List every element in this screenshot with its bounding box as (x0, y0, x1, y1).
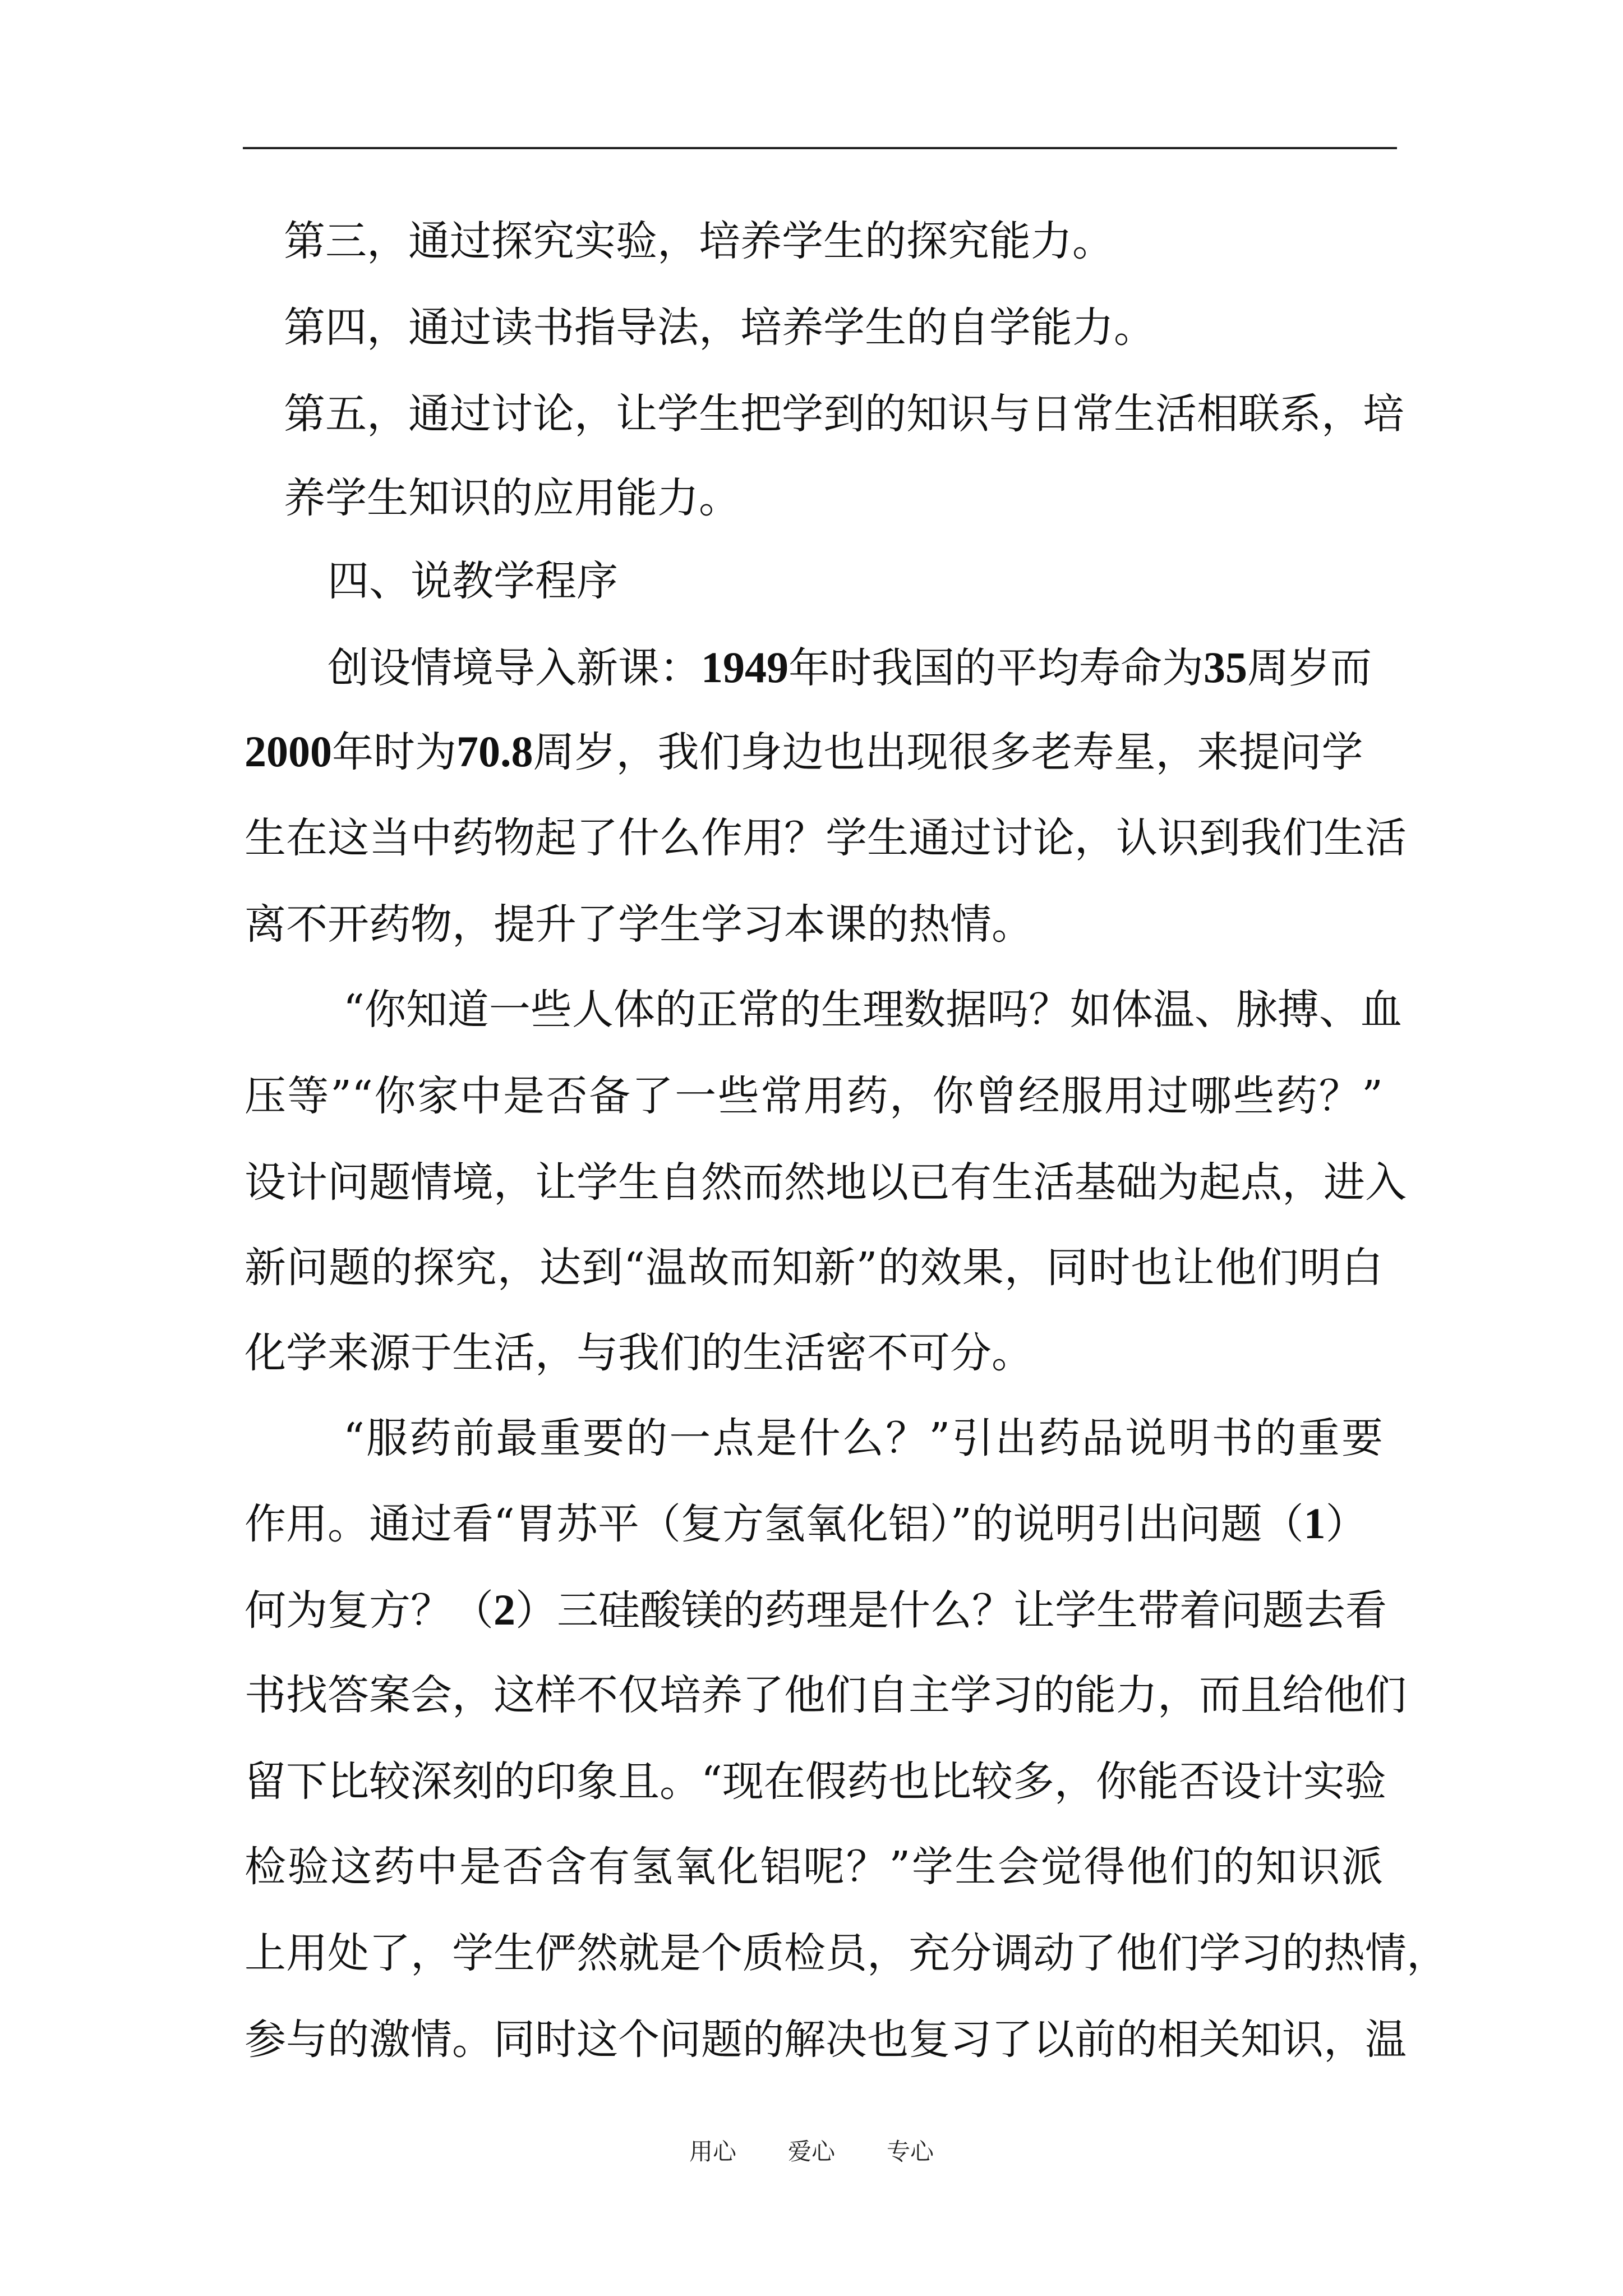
para3-line6: 检验这药中是否含有氢氧化铝呢？”学生会觉得他们的知识派 (245, 1843, 1383, 1891)
para2-line4: 新问题的探究，达到“温故而知新”的效果，同时也让他们明白 (245, 1244, 1383, 1292)
header-rule (243, 147, 1397, 149)
para1-line3: 生在这当中药物起了什么作用？学生通过讨论，认识到我们生活 (245, 814, 1407, 862)
question-number: 2 (494, 1585, 515, 1634)
para1-line2 (245, 725, 1363, 779)
text: ）三硅酸镁的药理是什么？让学生带着问题去看 (515, 1586, 1387, 1635)
para3-line1: “服药前最重要的一点是什么？”引出药品说明书的重要 (343, 1414, 1383, 1462)
age-number: 35 (1204, 643, 1247, 692)
text: 周岁而 (1247, 644, 1372, 692)
para3-line7: 上用处了，学生俨然就是个质检员，充分调动了他们学习的热情， (245, 1929, 1448, 1977)
year-number: 1949 (701, 643, 789, 692)
para3-line2 (245, 1497, 1367, 1551)
para3-line5: 留下比较深刻的印象且。“现在假药也比较多，你能否设计实验 (245, 1757, 1386, 1806)
item-3: 第三，通过探究实验，培养学生的探究能力。 (284, 217, 1114, 265)
text: 周岁，我们身边也出现很多老寿星，来提问学 (533, 728, 1363, 776)
text: ） (1325, 1500, 1367, 1548)
para2-line3: 设计问题情境，让学生自然而然地以已有生活基础为起点，进入 (245, 1158, 1407, 1207)
para1-line1 (328, 641, 1372, 695)
footer-text: 用心 (689, 2138, 736, 2165)
page-footer (0, 2136, 1623, 2168)
item-5-cont: 养学生知识的应用能力。 (284, 474, 740, 522)
item-4: 第四，通过读书指导法，培养学生的自学能力。 (284, 303, 1155, 352)
para2-line2: 压等”“你家中是否备了一些常用药，你曾经服用过哪些药？” (245, 1072, 1383, 1120)
para1-line4: 离不开药物，提升了学生学习本课的热情。 (245, 900, 1033, 949)
text: 何为复方？（ (245, 1586, 494, 1635)
section-heading: 四、说教学程序 (328, 557, 618, 605)
text: 作用。通过看“胃苏平（复方氢氧化铝）”的说明引出问题（ (245, 1500, 1304, 1548)
text: 创设情境导入新课： (328, 644, 701, 692)
footer-text: 专心 (887, 2138, 934, 2165)
text: 年时为 (332, 728, 457, 776)
para3-line3 (245, 1583, 1387, 1637)
para3-line8: 参与的激情。同时这个问题的解决也复习了以前的相关知识，温 (245, 2016, 1407, 2064)
para2-line1: “你知道一些人体的正常的生理数据吗？如体温、脉搏、血 (343, 986, 1402, 1034)
question-number: 1 (1303, 1499, 1326, 1548)
text: 年时我国的平均寿命为 (789, 644, 1204, 692)
para3-line4: 书找答案会，这样不仅培养了他们自主学习的能力，而且给他们 (245, 1671, 1407, 1719)
footer-text: 爱心 (787, 2138, 835, 2165)
para2-line5: 化学来源于生活，与我们的生活密不可分。 (245, 1329, 1033, 1377)
year-number: 2000 (245, 727, 332, 776)
age-number: 70.8 (457, 727, 533, 776)
item-5: 第五，通过讨论，让学生把学到的知识与日常生活相联系，培 (284, 390, 1404, 438)
